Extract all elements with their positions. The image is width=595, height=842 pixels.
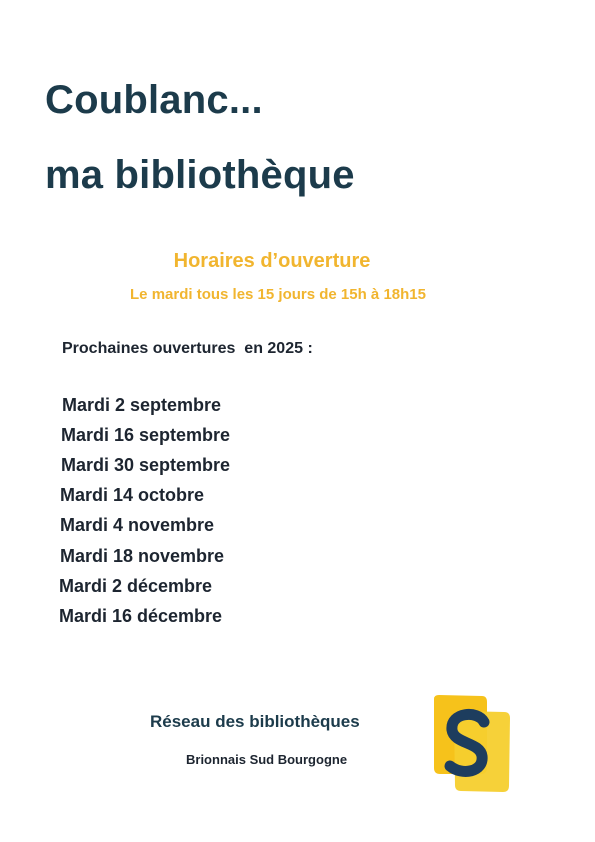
page-title-line-1: Coublanc... bbox=[45, 78, 263, 122]
opening-date-item: Mardi 16 septembre bbox=[61, 425, 231, 445]
opening-date-item: Mardi 2 décembre bbox=[59, 576, 213, 596]
opening-date-item: Mardi 16 décembre bbox=[59, 606, 223, 626]
library-network-region: Brionnais Sud Bourgogne bbox=[186, 752, 348, 767]
opening-date-item: Mardi 2 septembre bbox=[62, 395, 222, 415]
opening-date-item: Mardi 30 septembre bbox=[61, 455, 231, 475]
page-title-line-2: ma bibliothèque bbox=[45, 153, 355, 197]
opening-hours-detail: Le mardi tous les 15 jours de 15h à 18h15 bbox=[130, 286, 426, 303]
opening-date-item: Mardi 4 novembre bbox=[60, 515, 215, 535]
opening-date-item: Mardi 18 novembre bbox=[60, 546, 225, 566]
opening-hours-heading: Horaires d’ouverture bbox=[173, 250, 371, 272]
opening-date-item: Mardi 14 octobre bbox=[60, 485, 205, 505]
library-network-name: Réseau des bibliothèques bbox=[150, 712, 360, 731]
network-s-logo-icon bbox=[432, 694, 512, 794]
next-openings-heading: Prochaines ouvertures en 2025 : bbox=[62, 340, 313, 357]
